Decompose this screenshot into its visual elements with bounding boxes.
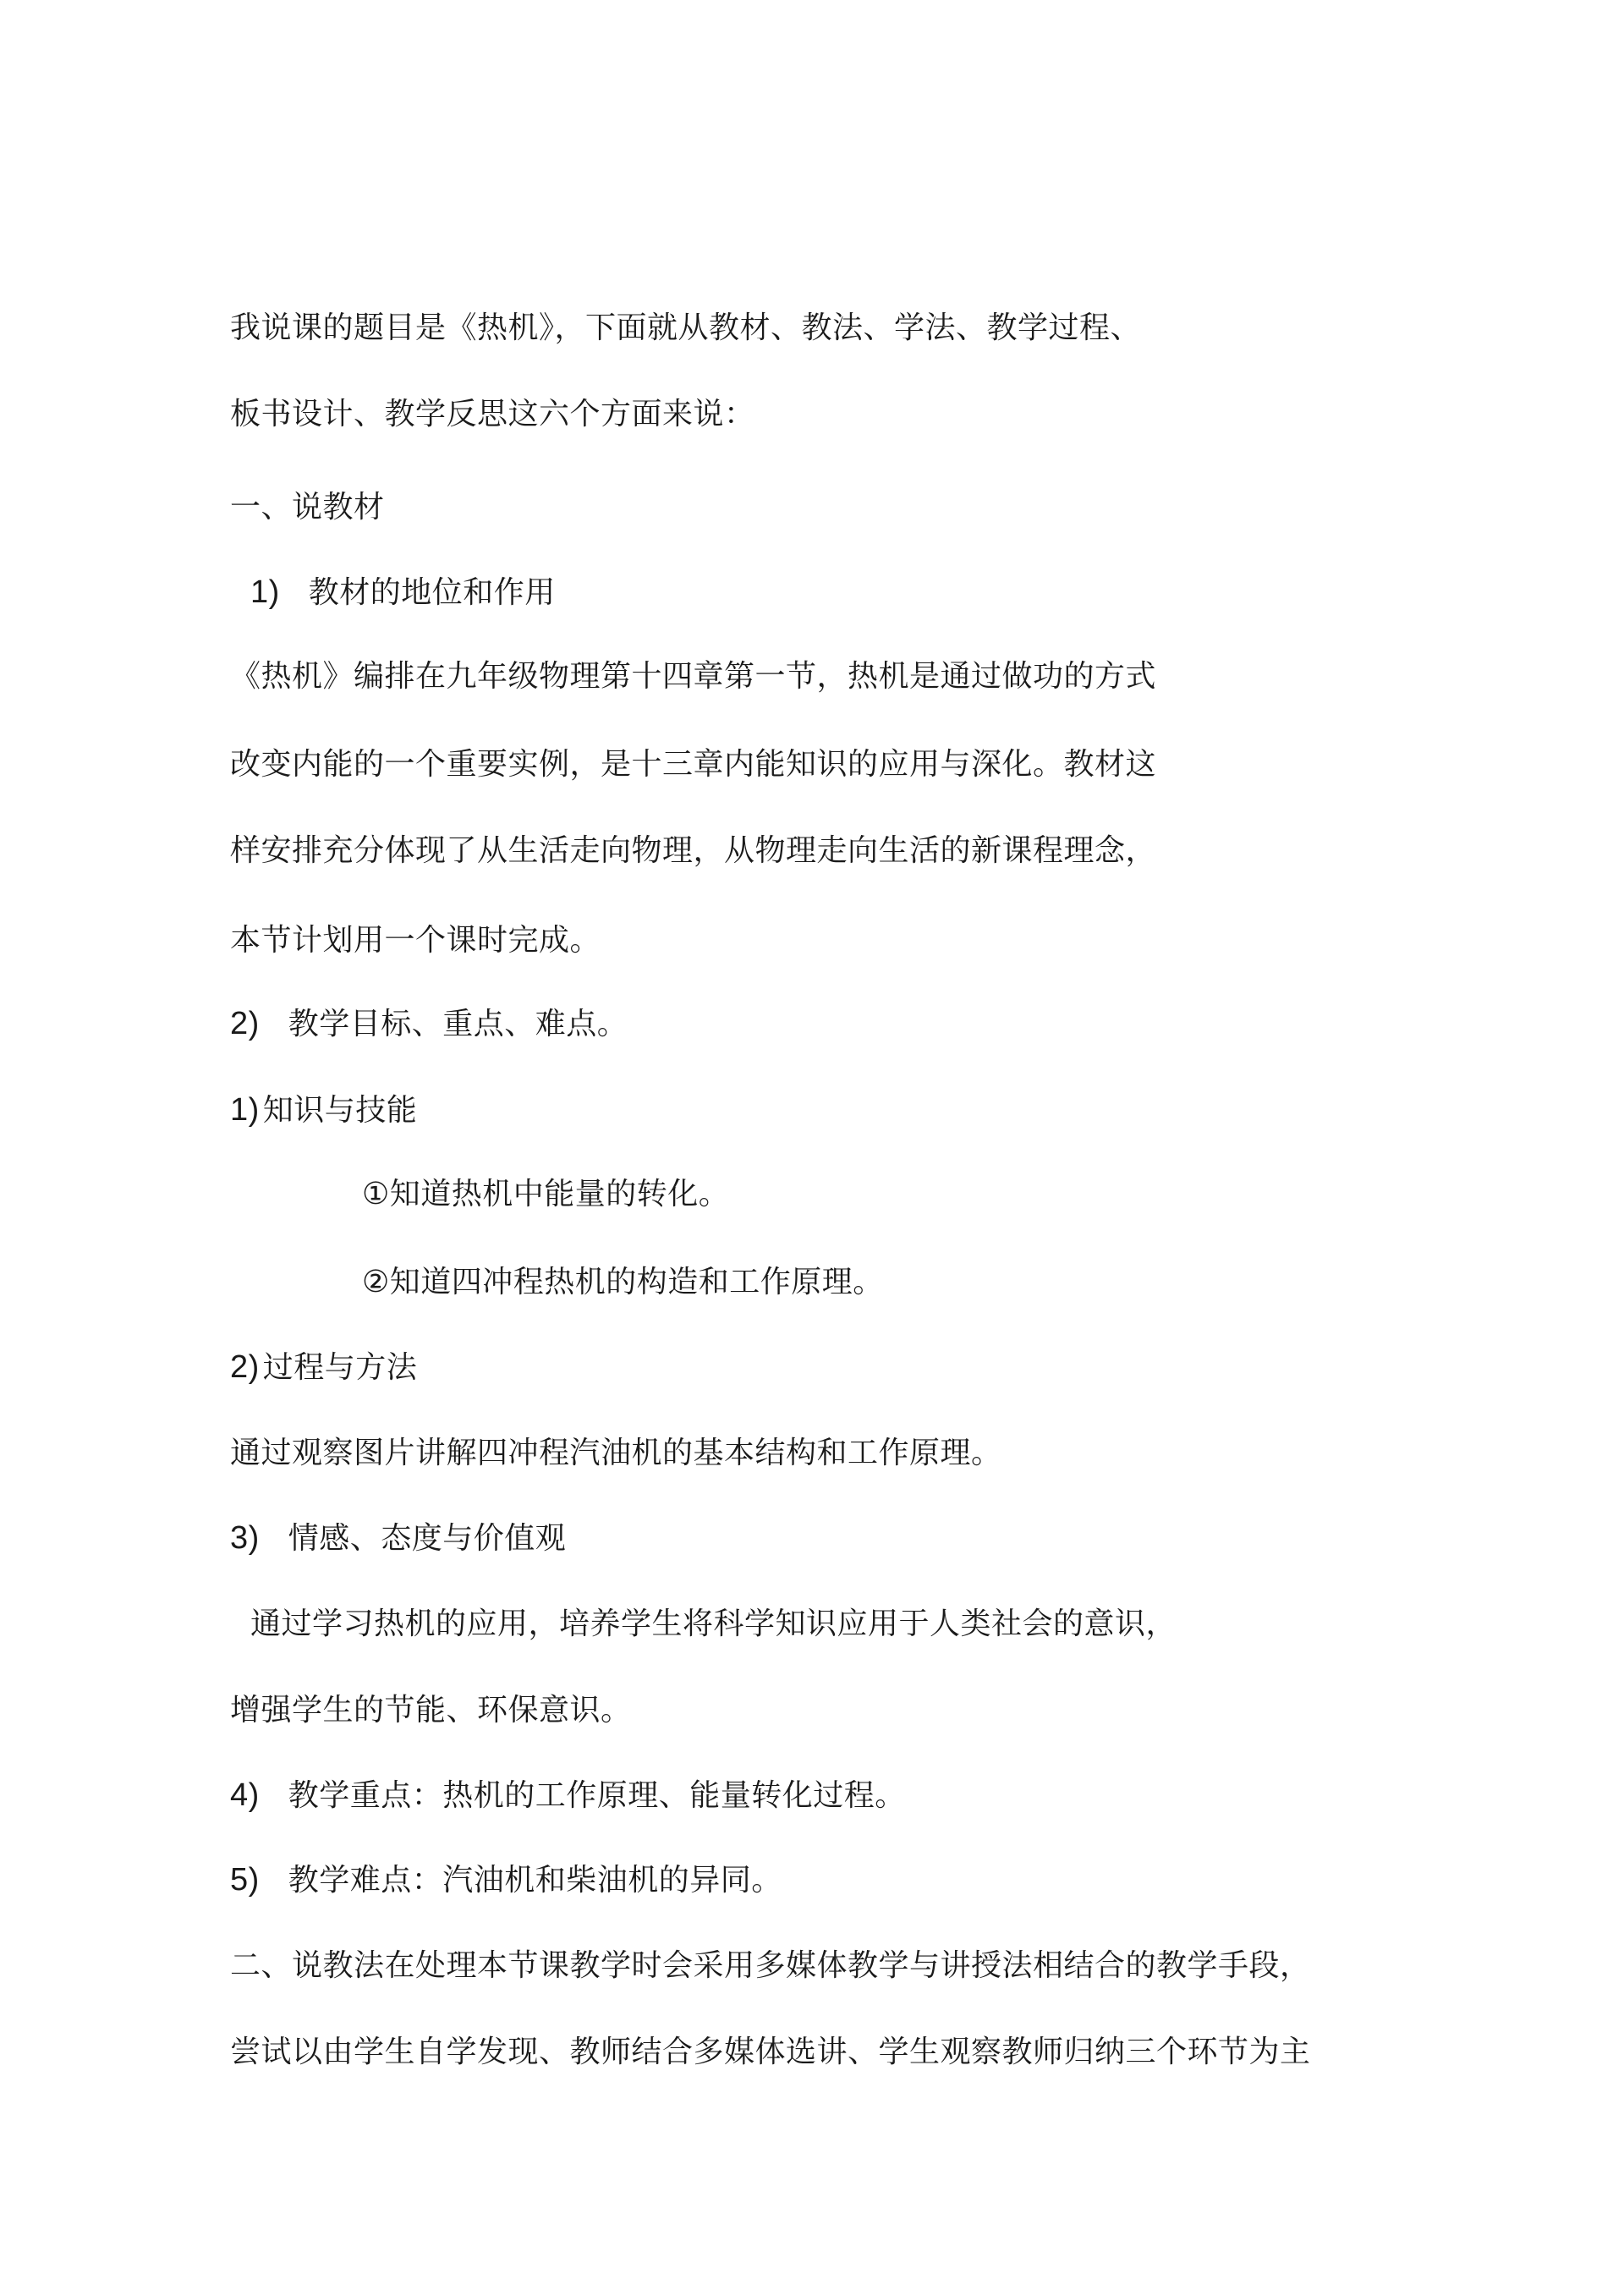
line-text: 增强学生的节能、环保意识。 (230, 1693, 632, 1727)
subsection-heading (230, 1861, 782, 1899)
item-number: 1) (230, 1092, 260, 1128)
line-text: 知识与技能 (262, 1093, 418, 1128)
line-text: 板书设计、教学反思这六个方面来说： (230, 397, 755, 431)
line-text: 《热机》编排在九年级物理第十四章第一节，热机是通过做功的方式 (230, 659, 1157, 694)
list-item (362, 1264, 884, 1301)
line-text: 教学重点：热机的工作原理、能量转化过程。 (288, 1778, 906, 1813)
item-number: 2) (230, 1006, 260, 1041)
line-text: 教学难点：汽油机和柴油机的异同。 (288, 1863, 782, 1898)
line-text: 过程与方法 (262, 1350, 418, 1385)
line-text: 通过观察图片讲解四冲程汽油机的基本结构和工作原理。 (230, 1436, 1002, 1470)
item-number: 3) (230, 1520, 260, 1556)
text-line (250, 1606, 1177, 1643)
line-text: 教学目标、重点、难点。 (288, 1007, 628, 1041)
line-text: 样安排充分体现了从生活走向物理，从物理走向生活的新课程理念， (230, 833, 1157, 868)
section-heading (230, 489, 385, 526)
line-text: ②知道四冲程热机的构造和工作原理。 (362, 1265, 884, 1299)
line-text: 本节计划用一个课时完成。 (230, 923, 601, 958)
text-line (230, 396, 755, 433)
text-line (230, 310, 1141, 347)
item-number: 1) (250, 574, 280, 610)
line-text: 情感、态度与价值观 (288, 1521, 567, 1556)
subsection-heading (230, 1519, 566, 1557)
line-text: 二、说教法在处理本节课教学时会采用多媒体教学与讲授法相结合的教学手段， (230, 1948, 1311, 1983)
line-text: 一、说教材 (230, 490, 385, 525)
item-number: 2) (230, 1349, 260, 1385)
text-line (230, 658, 1156, 695)
subsection-heading (230, 1777, 906, 1815)
text-line (230, 2034, 1311, 2071)
text-line (230, 746, 1156, 783)
text-line (230, 1435, 1002, 1472)
line-text: 教材的地位和作用 (308, 575, 556, 610)
item-number: 5) (230, 1862, 260, 1898)
list-item (362, 1176, 729, 1213)
item-number: 4) (230, 1777, 260, 1813)
line-text: ①知道热机中能量的转化。 (362, 1177, 730, 1211)
subsection-heading (230, 1348, 417, 1387)
line-text: 我说课的题目是《热机》，下面就从教材、教法、学法、教学过程、 (230, 310, 1142, 345)
text-line (230, 922, 601, 959)
line-text: 通过学习热机的应用，培养学生将科学知识应用于人类社会的意识， (250, 1607, 1177, 1641)
subsection-heading (250, 574, 556, 612)
section-heading (230, 1947, 1311, 1985)
subsection-heading (230, 1091, 417, 1129)
line-text: 尝试以由学生自学发现、教师结合多媒体选讲、学生观察教师归纳三个环节为主 (230, 2035, 1311, 2069)
text-line (230, 832, 1156, 870)
text-line (230, 1692, 632, 1729)
subsection-heading (230, 1005, 628, 1043)
line-text: 改变内能的一个重要实例，是十三章内能知识的应用与深化。教材这 (230, 747, 1157, 782)
